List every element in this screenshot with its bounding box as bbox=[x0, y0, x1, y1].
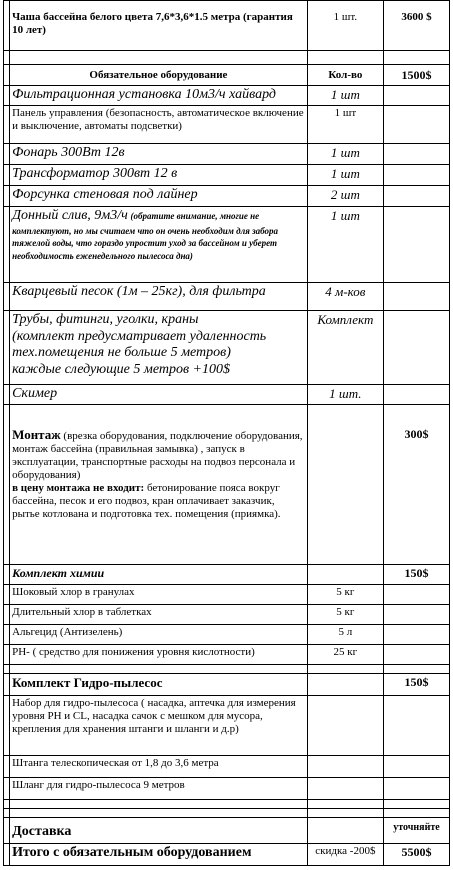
empty-cell bbox=[307, 809, 383, 818]
item-name: Набор для гидро-пылесоса ( насадка, аптечка для измерения уровня РН и CL, насадка сачок с мешком для мусора, крепления для хранения штанги и шланги и д.р) bbox=[10, 696, 308, 756]
table-row bbox=[4, 207, 450, 283]
table-row bbox=[4, 186, 450, 207]
section-price: 150$ bbox=[383, 674, 449, 696]
empty-cell bbox=[307, 696, 383, 756]
empty-cell bbox=[383, 625, 449, 645]
pipes-line: Трубы, фитинги, уголки, краны bbox=[12, 312, 199, 327]
pipes-line: (комплект предусматривает удаленность тех.помещения не больше 5 метров) bbox=[12, 328, 267, 361]
item-qty: 5 л bbox=[307, 625, 383, 645]
table-row bbox=[4, 86, 450, 106]
table-row bbox=[4, 585, 450, 605]
section-price: 1500$ bbox=[383, 65, 449, 86]
empty-cell bbox=[383, 385, 449, 405]
montage-cell bbox=[10, 405, 308, 565]
empty-cell bbox=[383, 585, 449, 605]
empty-cell bbox=[383, 207, 449, 283]
total-discount: скидка -200$ bbox=[307, 844, 383, 866]
table-row bbox=[4, 809, 450, 818]
delivery-title: Доставка bbox=[10, 818, 308, 844]
table-row bbox=[4, 65, 450, 86]
table-row bbox=[4, 311, 450, 385]
item-name: Шоковый хлор в гранулах bbox=[10, 585, 308, 605]
table-row bbox=[4, 106, 450, 144]
table-row bbox=[4, 1, 450, 51]
price-table bbox=[3, 0, 450, 866]
empty-cell bbox=[10, 665, 308, 674]
item-name: Трансформатор 300вт 12 в bbox=[10, 165, 308, 186]
table-row bbox=[4, 283, 450, 311]
empty-cell bbox=[383, 696, 449, 756]
empty-cell bbox=[383, 778, 449, 800]
empty-cell bbox=[383, 809, 449, 818]
empty-cell bbox=[383, 86, 449, 106]
delivery-price: уточняйте bbox=[383, 818, 449, 844]
item-qty: 5 кг bbox=[307, 585, 383, 605]
item-qty: 4 м-ков bbox=[307, 283, 383, 311]
empty-cell bbox=[383, 283, 449, 311]
total-price: 5500$ bbox=[383, 844, 449, 866]
table-row bbox=[4, 756, 450, 778]
table-row bbox=[4, 674, 450, 696]
table-row bbox=[4, 665, 450, 674]
item-name: Скимер bbox=[10, 385, 308, 405]
empty-cell bbox=[10, 51, 308, 65]
empty-cell bbox=[383, 645, 449, 665]
table-row bbox=[4, 385, 450, 405]
empty-cell bbox=[383, 605, 449, 625]
pipes-line: каждые следующие 5 метров +100$ bbox=[12, 361, 230, 377]
montage-excl-text: бетонирование пояса вокруг бассейна, песок и его подвоз, кран оплачивает заказчик, рытье котлована и подготовка тех. помещения (приямка). bbox=[12, 481, 281, 520]
item-qty: 1 шт. bbox=[307, 1, 383, 51]
empty-cell bbox=[383, 756, 449, 778]
empty-cell bbox=[383, 144, 449, 165]
item-qty: 25 кг bbox=[307, 645, 383, 665]
empty-cell bbox=[307, 800, 383, 809]
empty-cell bbox=[307, 665, 383, 674]
empty-cell bbox=[383, 165, 449, 186]
item-name: Шланг для гидро-пылесоса 9 метров bbox=[10, 778, 308, 800]
item-price: 300$ bbox=[383, 405, 449, 565]
montage-desc: (врезка оборудования, подключение оборудования, монтаж бассейна (правильная замывка) , запуск в эксплуатации, транспортные расходы на подвоз персонала и оборудования) bbox=[12, 430, 303, 481]
item-price: 3600 $ bbox=[383, 1, 449, 51]
empty-cell bbox=[307, 674, 383, 696]
empty-cell bbox=[307, 778, 383, 800]
empty-cell bbox=[383, 106, 449, 144]
item-qty: 2 шт bbox=[307, 186, 383, 207]
table-row bbox=[4, 818, 450, 844]
empty-cell bbox=[383, 800, 449, 809]
montage-title: Монтаж bbox=[12, 427, 61, 442]
item-name: Кварцевый песок (1м – 25кг), для фильтра bbox=[10, 283, 308, 311]
item-qty: 1 шт bbox=[307, 86, 383, 106]
table-row bbox=[4, 696, 450, 756]
item-name: Длительный хлор в таблетках bbox=[10, 605, 308, 625]
table-row bbox=[4, 778, 450, 800]
item-name: Штанга телескопическая от 1,8 до 3,6 метра bbox=[10, 756, 308, 778]
empty-cell bbox=[383, 51, 449, 65]
table-row bbox=[4, 605, 450, 625]
empty-cell bbox=[383, 186, 449, 207]
section-title: Комплект Гидро-пылесос bbox=[10, 674, 308, 696]
drain-note: (обратите внимание, многие не комплектуют, но мы считаем что он очень необходим для забора тяжелой воды, что гораздо упростит уход за бассейном и уберет необходимость еженедельного пылесоса дна) bbox=[12, 211, 278, 262]
empty-cell bbox=[307, 818, 383, 844]
table-row bbox=[4, 165, 450, 186]
drain-title: Донный слив, 9м3/ч bbox=[12, 208, 128, 223]
item-qty: Комплект bbox=[307, 311, 383, 385]
section-title: Обязательное оборудование bbox=[10, 65, 308, 86]
item-name: Фильтрационная установка 10м3/ч хайвард bbox=[10, 86, 308, 106]
total-title: Итого с обязательным оборудованием bbox=[10, 844, 308, 866]
item-name: Чаша бассейна белого цвета 7,6*3,6*1.5 метра (гарантия 10 лет) bbox=[10, 1, 308, 51]
empty-cell bbox=[307, 565, 383, 585]
item-name: Форсунка стеновая под лайнер bbox=[10, 186, 308, 207]
montage-excl-label: в цену монтажа не входит: bbox=[12, 481, 145, 494]
table-row bbox=[4, 625, 450, 645]
empty-cell bbox=[10, 809, 308, 818]
empty-cell bbox=[383, 665, 449, 674]
item-qty: 1 шт bbox=[307, 106, 383, 144]
empty-cell bbox=[307, 51, 383, 65]
table-row bbox=[4, 405, 450, 565]
table-row bbox=[4, 645, 450, 665]
table-row bbox=[4, 565, 450, 585]
qty-header: Кол-во bbox=[307, 65, 383, 86]
item-name: Фонарь 300Вт 12в bbox=[10, 144, 308, 165]
section-price: 150$ bbox=[383, 565, 449, 585]
table-row bbox=[4, 800, 450, 809]
empty-cell bbox=[307, 756, 383, 778]
empty-cell bbox=[10, 800, 308, 809]
item-name bbox=[10, 207, 308, 283]
table-row bbox=[4, 844, 450, 866]
table-row bbox=[4, 51, 450, 65]
item-qty: 1 шт. bbox=[307, 385, 383, 405]
table-row bbox=[4, 144, 450, 165]
item-name: Панель управления (безопасность, автоматическое включение и выключение, автоматы подсветки) bbox=[10, 106, 308, 144]
item-qty: 1 шт bbox=[307, 165, 383, 186]
empty-cell bbox=[383, 311, 449, 385]
item-name: РН- ( средство для понижения уровня кислотности) bbox=[10, 645, 308, 665]
section-title: Комплект химии bbox=[10, 565, 308, 585]
item-qty: 5 кг bbox=[307, 605, 383, 625]
item-qty: 1 шт bbox=[307, 144, 383, 165]
item-name: Альгецид (Антизелень) bbox=[10, 625, 308, 645]
item-qty: 1 шт bbox=[307, 207, 383, 283]
empty-cell bbox=[307, 405, 383, 565]
item-name bbox=[10, 311, 308, 385]
